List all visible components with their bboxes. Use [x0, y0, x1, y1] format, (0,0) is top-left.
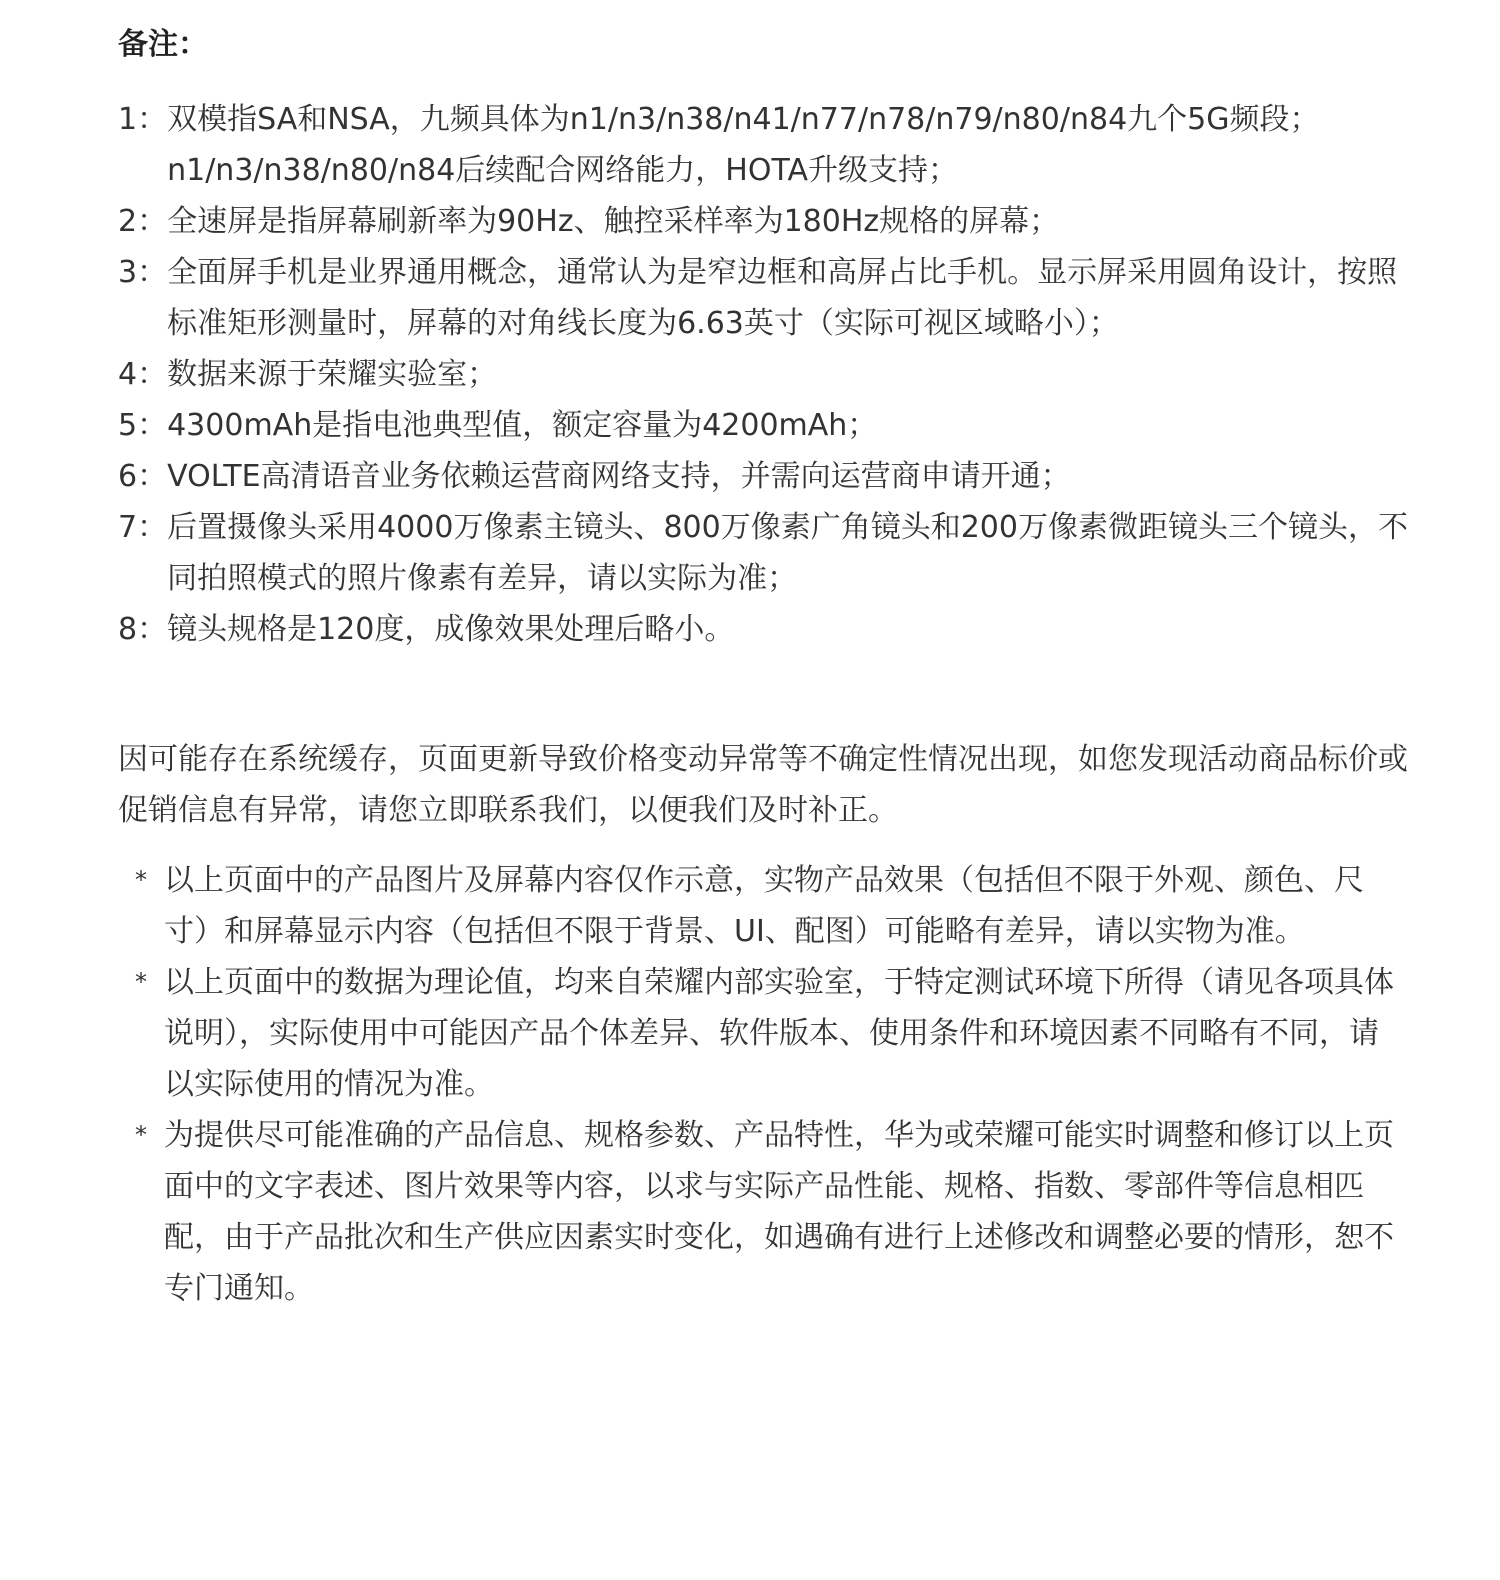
disclaimer-item [118, 957, 1408, 1110]
note-text: 后置摄像头采用4000万像素主镜头、800万像素广角镜头和200万像素微距镜头三个镜头，不同拍照模式的照片像素有差异，请以实际为准； [167, 510, 1408, 596]
note-number: 6： [118, 459, 168, 494]
note-item [118, 604, 1408, 655]
note-text: 全面屏手机是业界通用概念，通常认为是窄边框和高屏占比手机。显示屏采用圆角设计，按照标准矩形测量时，屏幕的对角线长度为6.63英寸（实际可视区域略小）； [167, 255, 1398, 341]
disclaimer-item [118, 1110, 1408, 1314]
note-item [118, 349, 1408, 400]
note-text: 镜头规格是120度，成像效果处理后略小。 [167, 612, 735, 647]
asterisk-bullet: * [135, 1121, 147, 1149]
note-item [118, 94, 1408, 196]
disclaimer-text: 以上页面中的数据为理论值，均来自荣耀内部实验室，于特定测试环境下所得（请见各项具体说明），实际使用中可能因产品个体差异、软件版本、使用条件和环境因素不同略有不同，请以实际使用的情况为准。 [164, 965, 1394, 1102]
disclaimer-text: 为提供尽可能准确的产品信息、规格参数、产品特性，华为或荣耀可能实时调整和修订以上页面中的文字表述、图片效果等内容，以求与实际产品性能、规格、指数、零部件等信息相匹配，由于产品批次和生产供应因素实时变化，如遇确有进行上述修改和调整必要的情形，恕不专门通知。 [164, 1118, 1394, 1306]
asterisk-bullet: * [135, 968, 147, 996]
note-number: 3： [118, 255, 168, 290]
notes-heading: 备注： [118, 27, 208, 62]
note-text: 数据来源于荣耀实验室； [167, 357, 498, 392]
note-number: 4： [118, 357, 168, 392]
note-item [118, 247, 1408, 349]
note-number: 2： [118, 204, 168, 239]
note-number: 8： [118, 612, 168, 647]
note-number: 5： [118, 408, 168, 443]
note-number: 1： [118, 102, 168, 137]
note-item [118, 196, 1408, 247]
disclaimer-text: 以上页面中的产品图片及屏幕内容仅作示意，实物产品效果（包括但不限于外观、颜色、尺寸）和屏幕显示内容（包括但不限于背景、UI、配图）可能略有差异，请以实物为准。 [164, 863, 1364, 949]
notes-list [118, 94, 1408, 655]
asterisk-bullet: * [135, 866, 147, 894]
cache-notice: 因可能存在系统缓存，页面更新导致价格变动异常等不确定性情况出现，如您发现活动商品标价或促销信息有异常，请您立即联系我们，以便我们及时补正。 [118, 742, 1408, 828]
note-item [118, 400, 1408, 451]
disclaimer-item [118, 855, 1408, 957]
note-text: 4300mAh是指电池典型值，额定容量为4200mAh； [167, 408, 878, 443]
note-text: 全速屏是指屏幕刷新率为90Hz、触控采样率为180Hz规格的屏幕； [167, 204, 1060, 239]
note-text: VOLTE高清语音业务依赖运营商网络支持，并需向运营商申请开通； [167, 459, 1071, 494]
disclaimer-list [118, 855, 1408, 1314]
note-number: 7： [118, 510, 168, 545]
note-item [118, 502, 1408, 604]
note-item [118, 451, 1408, 502]
note-text: 双模指SA和NSA，九频具体为n1/n3/n38/n41/n77/n78/n79/n80/n84九个5G频段；n1/n3/n38/n80/n84后续配合网络能力，HOTA升级支持； [167, 102, 1320, 188]
